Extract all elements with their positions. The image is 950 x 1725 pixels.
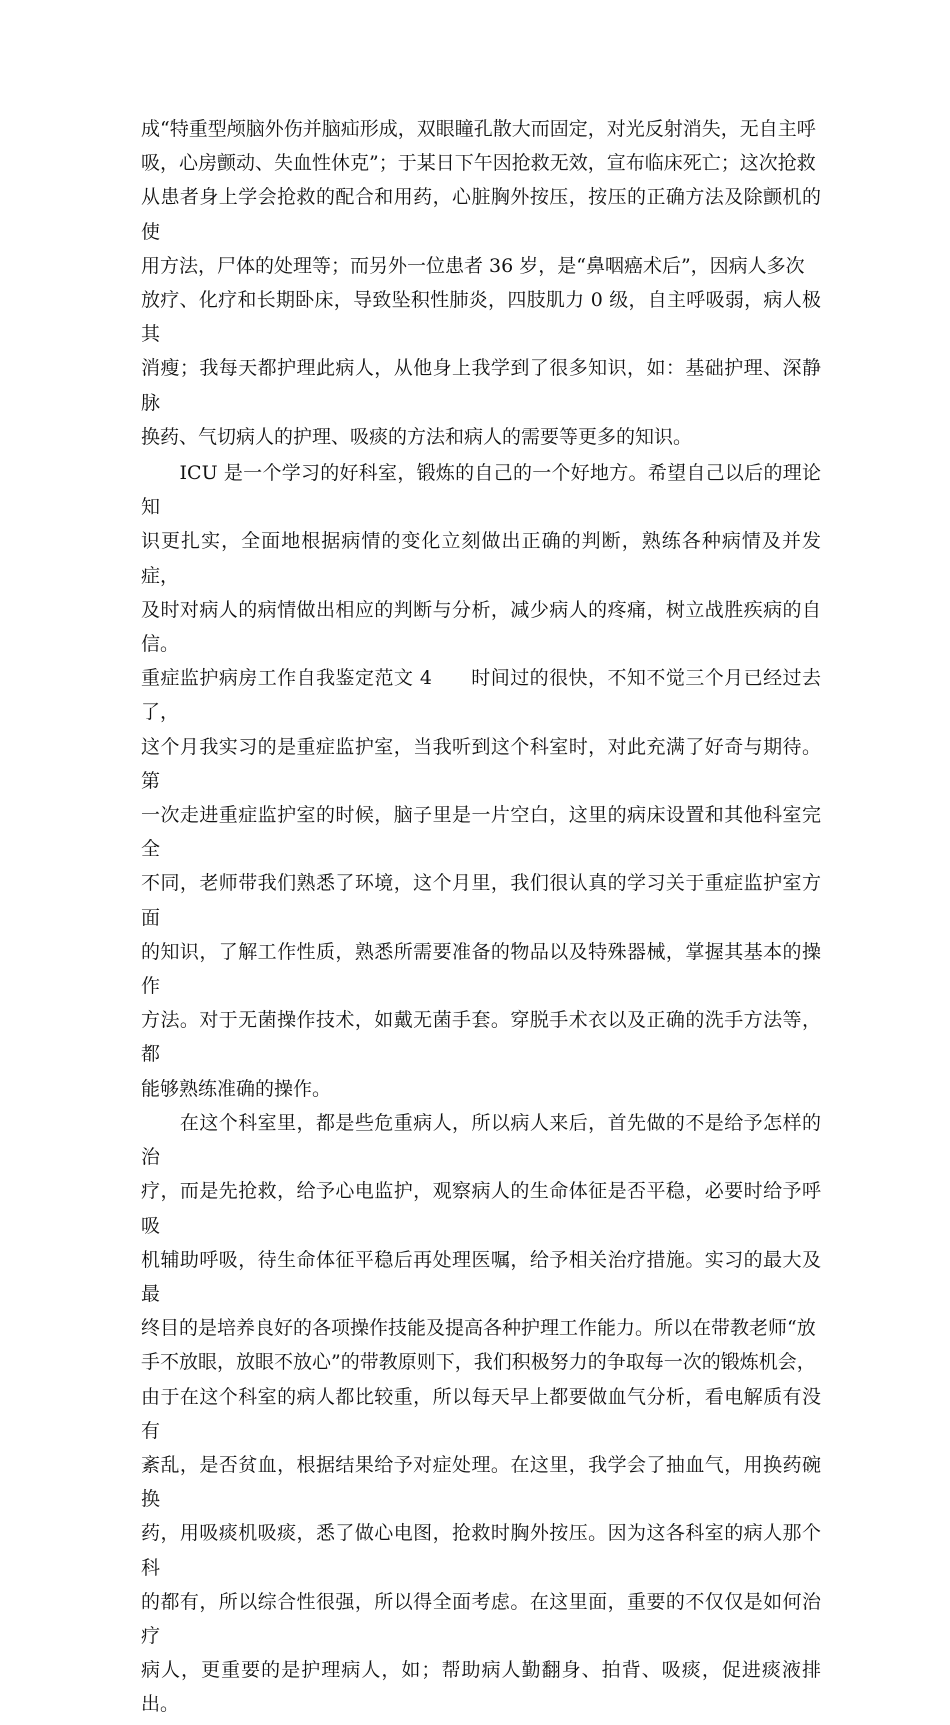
document-body: [141, 112, 821, 1725]
paragraph-2: ICU 是一个学习的好科室，锻炼的自己的一个好地方。希望自己以后的理论知 识更扎实，全面地根据病情的变化立刻做出正确的判断，熟练各种病情及并发症， 及时对病人的病情做出相应的判断与分析，减少病人的疼痛，树立战胜疾病的自信。 重症监护病房工作自我鉴定范文 4 时间过的很快，不知不觉三个月已经过去了， 这个月我实习的是重症监护室，当我听到这个科室时，对此充满了好奇与期待。第 一次走进重症监护室的时候，脑子里是一片空白，这里的病床设置和其他科室完全 不同，老师带我们熟悉了环境，这个月里，我们很认真的学习关于重症监护室方面 的知识，了解工作性质，熟悉所需要准备的物品以及特殊器械，掌握其基本的操作 方法。对于无菌操作技术，如戴无菌手套。穿脱手术衣以及正确的洗手方法等，都 能够熟练准确的操作。: [141, 462, 821, 1100]
paragraph-3: 在这个科室里，都是些危重病人，所以病人来后，首先做的不是给予怎样的治 疗，而是先抢救，给予心电监护，观察病人的生命体征是否平稳，必要时给予呼吸 机辅助呼吸，待生命体征平稳后再处理医嘱，给予相关治疗措施。实习的最大及最 终目的是培养良好的各项操作技能及提高各种护理工作能力。所以在带教老师“放 手不放眼，放眼不放心”的带教原则下，我们积极努力的争取每一次的锻炼机会， 由于在这个科室的病人都比较重，所以每天早上都要做血气分析，看电解质有没有 紊乱，是否贫血，根据结果给予对症处理。在这里，我学会了抽血气，用换药碗换 药，用吸痰机吸痰，悉了做心电图，抢救时胸外按压。因为这各科室的病人那个科 的都有，所以综合性很强，所以得全面考虑。在这里面，重要的不仅仅是如何治疗 病人，更重要的是护理病人，如；帮助病人勤翻身、拍背、吸痰，促进痰液排出。: [141, 1111, 821, 1716]
paragraph-1: 成“特重型颅脑外伤并脑疝形成，双眼瞳孔散大而固定，对光反射消失，无自主呼 吸，心房颤动、失血性休克”；于某日下午因抢救无效，宣布临床死亡；这次抢救 从患者身上学会抢救的配合和用药，心脏胸外按压，按压的正确方法及除颤机的使 用方法，尸体的处理等；而另外一位患者 36 岁，是“鼻咽癌术后”，因病人多次 放疗、化疗和长期卧床，导致坠积性肺炎，四肢肌力 0 级，自主呼吸弱，病人极其 消瘦；我每天都护理此病人，从他身上我学到了很多知识，如：基础护理、深静脉 换药、气切病人的护理、吸痰的方法和病人的需要等更多的知识。: [141, 118, 821, 448]
